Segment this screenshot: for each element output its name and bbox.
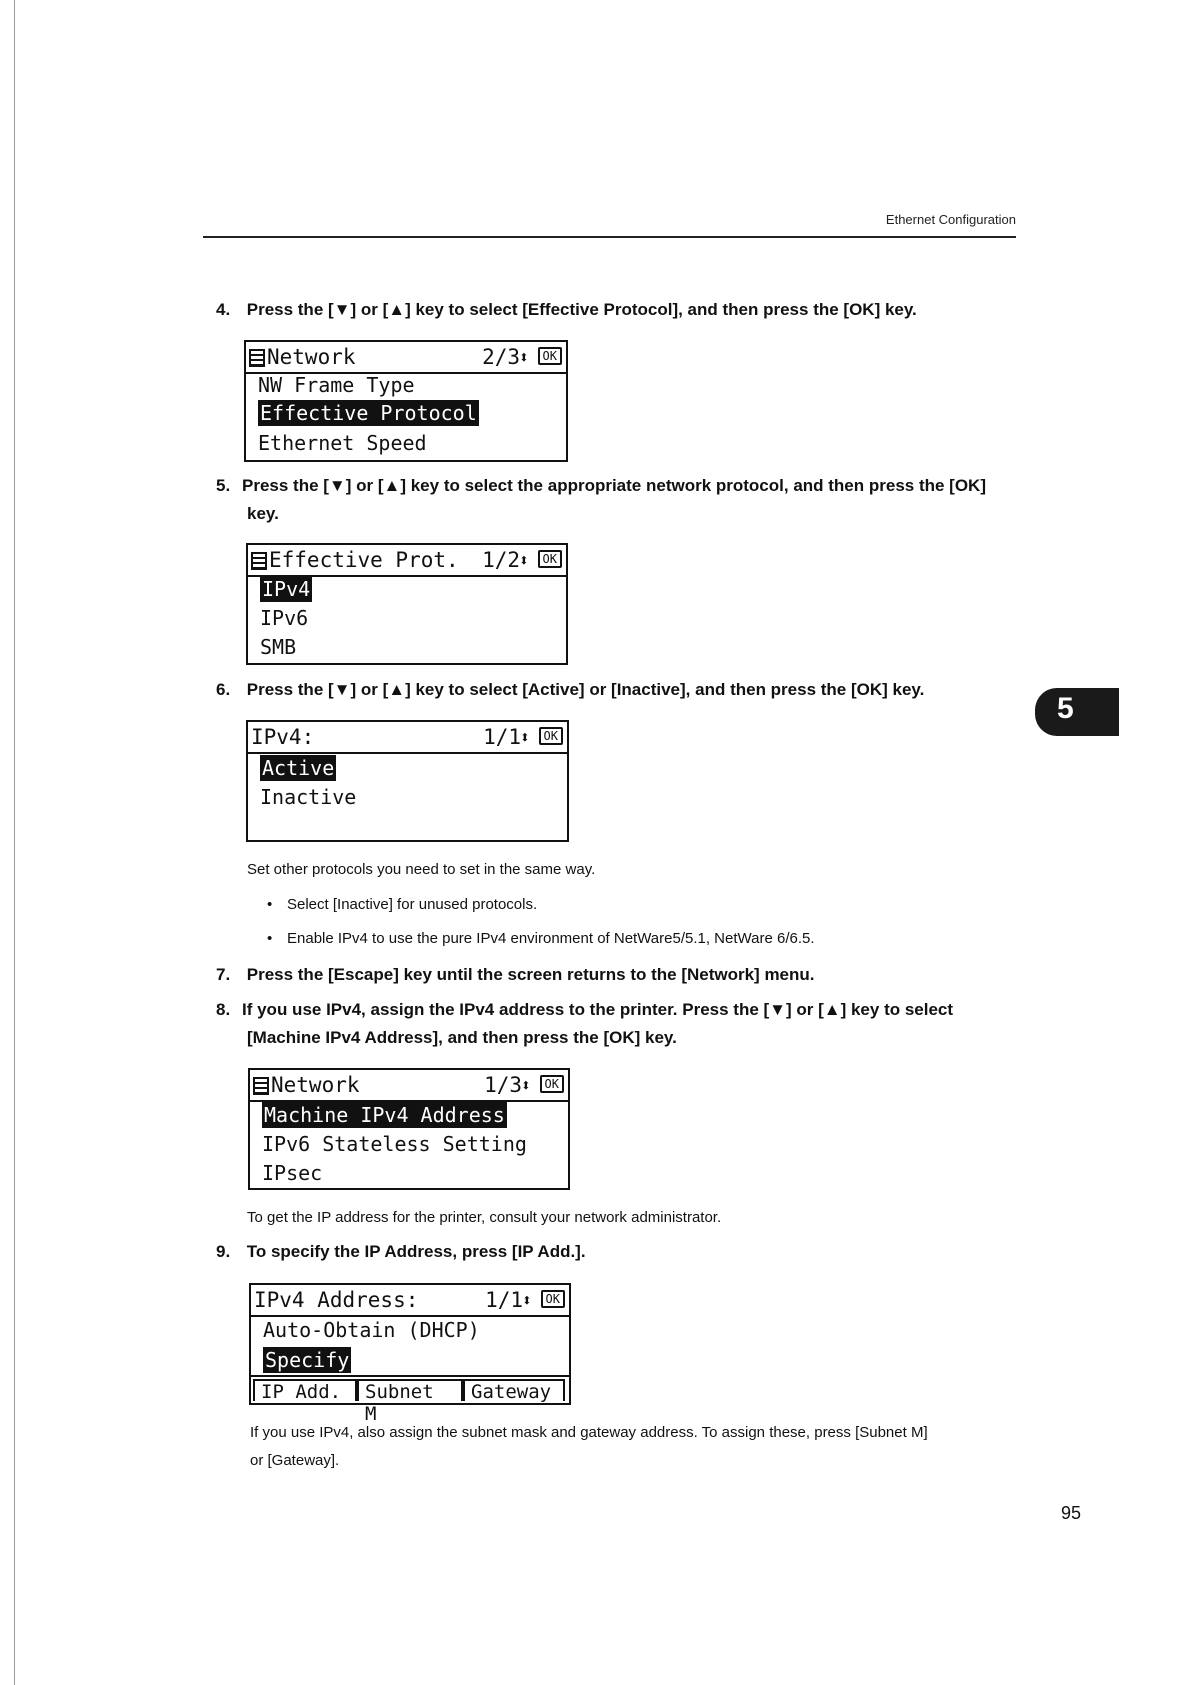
up-down-arrow-icon: ⬍ [518, 551, 529, 571]
lcd-page-indicator: 2/3 [482, 345, 520, 369]
step-6 [216, 676, 924, 704]
ok-key-icon: OK [541, 1290, 565, 1308]
lcd-page-indicator: 1/3 [484, 1073, 522, 1097]
step-text: To specify the IP Address, press [IP Add.]. [246, 1242, 586, 1261]
bullet-text: Enable IPv4 to use the pure IPv4 environment of NetWare5/5.1, NetWare 6/6.5. [287, 930, 815, 947]
lcd-menu-item-selected[interactable]: Machine IPv4 Address [264, 1103, 505, 1127]
step-number: 8. [216, 1000, 231, 1019]
step-number: 7. [216, 965, 231, 984]
step-number: 9. [216, 1242, 231, 1261]
ok-key-icon: OK [539, 727, 563, 745]
bullet-dot-icon: • [267, 896, 273, 913]
step-text: Press the [Escape] key until the screen returns to the [Network] menu. [246, 965, 815, 984]
lcd-network-screen-2 [248, 1068, 570, 1190]
bullet-item [267, 892, 537, 918]
lcd-menu-item[interactable]: SMB [260, 635, 297, 659]
lcd-menu-item[interactable]: Auto-Obtain (DHCP) [263, 1318, 480, 1342]
up-down-arrow-icon: ⬍ [521, 1291, 532, 1311]
lcd-softkey-bar [251, 1375, 569, 1425]
step-9 [216, 1238, 586, 1266]
lcd-menu-item[interactable]: NW Frame Type [258, 373, 415, 397]
menu-list-icon [251, 552, 267, 570]
lcd-menu-item-selected[interactable]: Active [262, 756, 335, 780]
lcd-header [248, 545, 566, 577]
lcd-menu-item-selected[interactable]: Specify [265, 1348, 350, 1372]
page-number: 95 [1060, 1503, 1081, 1523]
note-text-cont: or [Gateway]. [250, 1452, 340, 1469]
step-number: 5. [216, 476, 231, 495]
lcd-menu-item-selected[interactable]: Effective Protocol [260, 401, 477, 425]
lcd-page-indicator: 1/1 [485, 1288, 523, 1312]
ok-key-icon: OK [540, 1075, 564, 1093]
chapter-tab [1035, 688, 1119, 736]
lcd-title: IPv4 Address: [254, 1288, 419, 1312]
lcd-menu-item-selected[interactable]: IPv4 [262, 577, 311, 601]
step-8 [216, 996, 1016, 1052]
bullet-item [267, 926, 815, 952]
step-4 [216, 296, 917, 324]
note-text: To get the IP address for the printer, consult your network administrator. [247, 1209, 722, 1226]
lcd-page-indicator: 1/1 [483, 725, 521, 749]
lcd-title: IPv4: [251, 725, 315, 749]
lcd-header [248, 722, 567, 754]
bullet-text: Select [Inactive] for unused protocols. [287, 896, 538, 913]
ok-key-icon: OK [538, 550, 562, 568]
lcd-menu-item[interactable]: Inactive [260, 785, 357, 809]
running-header: Ethernet Configuration [885, 212, 1016, 227]
lcd-ipv4-address-screen [249, 1283, 571, 1425]
lcd-title: Effective Prot. [269, 548, 459, 572]
lcd-title: Network [271, 1073, 360, 1097]
step-text: Press the [▼] or [▲] key to select the appropriate network protocol, and then press the [OK] [242, 476, 986, 495]
lcd-ipv4-screen [246, 720, 569, 842]
softkey-subnet-m[interactable]: Subnet M [357, 1379, 463, 1401]
softkey-ip-add[interactable]: IP Add. [253, 1379, 357, 1401]
step-text: Press the [▼] or [▲] key to select [Active] or [Inactive], and then press the [OK] key. [246, 680, 925, 699]
softkey-gateway[interactable]: Gateway [463, 1379, 565, 1401]
lcd-protocol-screen [246, 543, 568, 665]
step-number: 6. [216, 680, 231, 699]
lcd-page-indicator: 1/2 [482, 548, 520, 572]
up-down-arrow-icon: ⬍ [518, 348, 529, 368]
lcd-title: Network [267, 345, 356, 369]
lcd-menu-item[interactable]: IPv6 [260, 606, 309, 630]
note-text: If you use IPv4, also assign the subnet mask and gateway address. To assign these, press [Subnet M] [250, 1424, 928, 1441]
lcd-header [250, 1070, 568, 1102]
step-7 [216, 961, 815, 989]
step-text: If you use IPv4, assign the IPv4 address to the printer. Press the [▼] or [▲] key to select [242, 1000, 954, 1019]
lcd-network-screen [244, 340, 568, 462]
step-5 [216, 472, 1016, 528]
step-text-cont: key. [247, 504, 279, 523]
header-rule [203, 236, 1016, 238]
step-number: 4. [216, 300, 231, 319]
chapter-number: 5 [1057, 692, 1074, 725]
lcd-menu-item[interactable]: IPsec [262, 1161, 323, 1185]
step-text: Press the [▼] or [▲] key to select [Effective Protocol], and then press the [OK] key. [246, 300, 917, 319]
ok-key-icon: OK [538, 347, 562, 365]
up-down-arrow-icon: ⬍ [520, 1076, 531, 1096]
note-text: Set other protocols you need to set in the same way. [247, 861, 596, 878]
step-text-cont: [Machine IPv4 Address], and then press the [OK] key. [247, 1028, 677, 1047]
menu-list-icon [253, 1077, 269, 1095]
binding-line [14, 0, 15, 1685]
menu-list-icon [249, 349, 265, 367]
lcd-header [251, 1285, 569, 1317]
bullet-dot-icon: • [267, 930, 273, 947]
up-down-arrow-icon: ⬍ [519, 728, 530, 748]
lcd-menu-item[interactable]: Ethernet Speed [258, 431, 427, 455]
lcd-menu-item[interactable]: IPv6 Stateless Setting [262, 1132, 527, 1156]
lcd-header [246, 342, 566, 374]
